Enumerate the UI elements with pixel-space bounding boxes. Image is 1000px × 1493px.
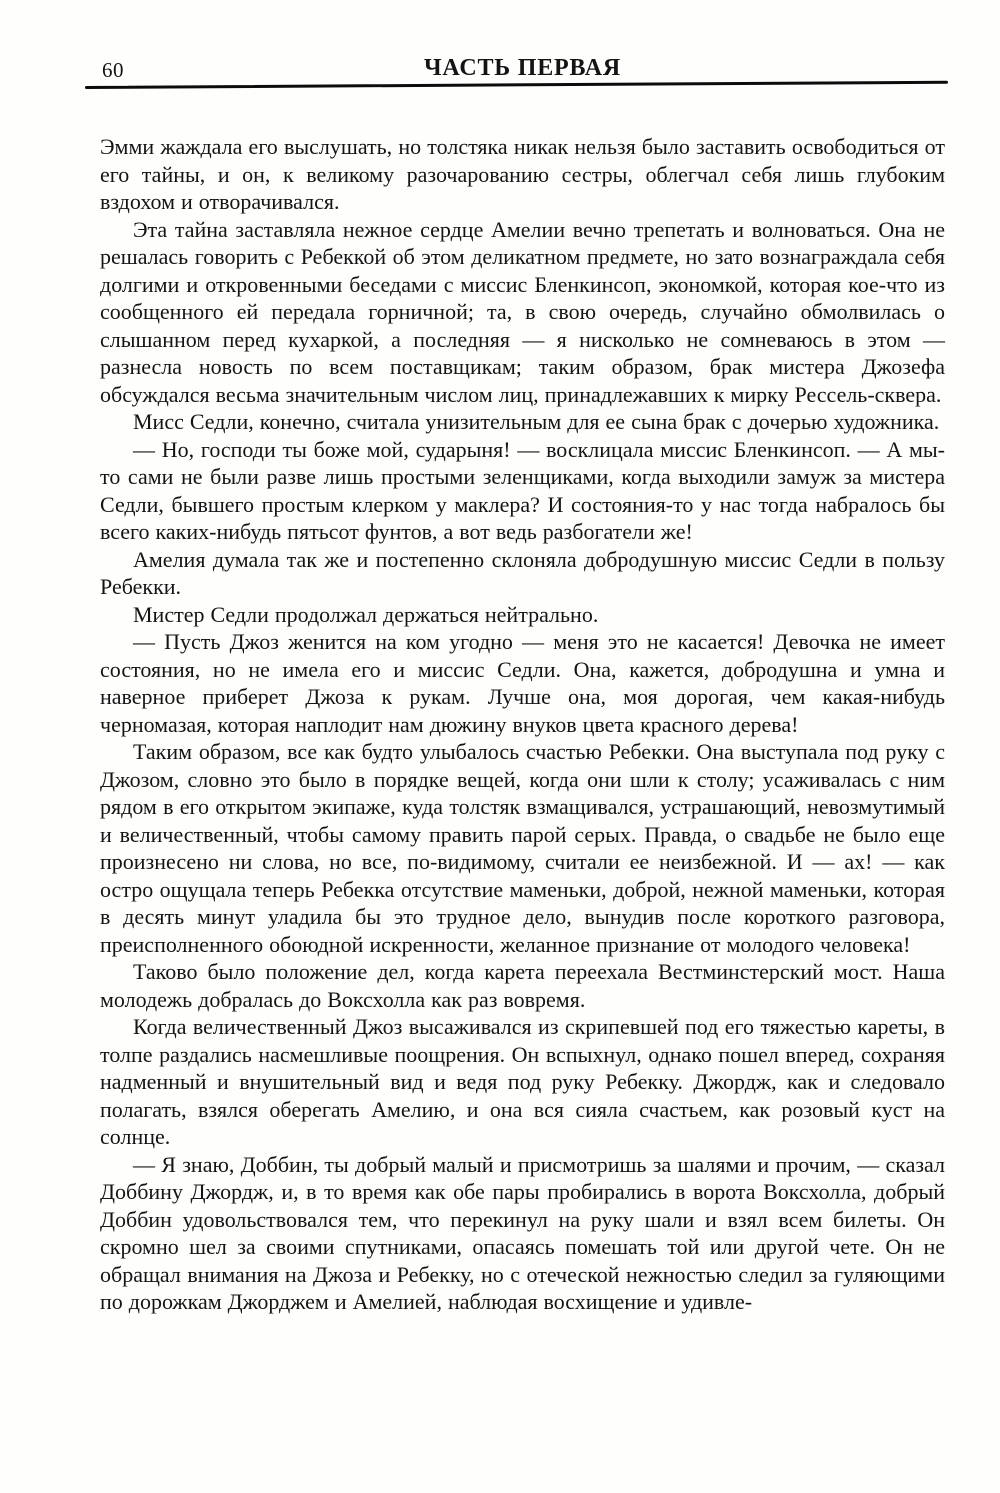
paragraph: — Пусть Джоз женится на ком угодно — меня это не касается! Девочка не имеет состояния, но не имела его и миссис Седли. Она, кажется, добродушна и умна и наверное приберет Джоза к рукам. Лучше она, моя дорогая, чем какая-нибудь черномазая, которая наплодит нам дюжину внуков цвета красного дерева! bbox=[100, 629, 945, 737]
paragraph: Таким образом, все как будто улыбалось счастью Ребекки. Она выступала под руку с Джозом, словно это было в порядке вещей, когда они шли к столу; усаживалась с ним рядом в его открытом экипаже, куда толстяк взмащивался, устрашающий, невозмутимый и величественный, чтобы самому править парой серых. Правда, о свадьбе не было еще произнесено ни слова, но все, по-видимому, считали ее неизбежной. И — ах! — как остро ощущала теперь Ребекка отсутствие маменьки, доброй, нежной маменьки, которая в десять минут уладила бы это трудное дело, вынудив после короткого разговора, преисполненного обоюдной искренности, желанное признание от молодого человека! bbox=[100, 739, 945, 957]
paragraph: Мисс Седли, конечно, считала унизительным для ее сына брак с дочерью художника. bbox=[133, 409, 940, 434]
paragraph: Эта тайна заставляла нежное сердце Амелии вечно трепетать и волноваться. Она не решалась говорить с Ребеккой об этом деликатном предмете, но зато вознаграждала себя долгими и откровенными беседами с миссис Бленкинсоп, экономкой, которая кое-что из сообщенного ей передала горничной; та, в свою очередь, случайно обмолвилась о слышанном перед кухаркой, а последняя — я нисколько не сомневаюсь в этом — разнесла новость по всем поставщикам; таким образом, брак мистера Джозефа обсуждался весьма значительным числом лиц, принадлежавших к мирку Рессель-сквера. bbox=[100, 216, 945, 407]
paragraph: Эмми жаждала его выслушать, но толстяка никак нельзя было заставить освободиться от его тайны, и он, к великому разочарованию сестры, облегчал себя лишь глубоким вздохом и отворачивался. bbox=[100, 134, 945, 214]
page-number: 60 bbox=[102, 58, 124, 82]
paragraph: — Я знаю, Доббин, ты добрый малый и присмотришь за шалями и прочим, — сказал Доббину Джордж, и, в то время как обе пары пробирались в ворота Воксхолла, добрый Доббин удовольствовался тем, что перекинул на руку шали и взял всем билеты. Он скромно шел за своими спутниками, опасаясь помешать той или другой чете. Он не обращал внимания на Джоза и Ребекку, но с отеческой нежностью следил за гуляющими по дорожкам Джорджем и Амелией, наблюдая восхищение и удивле- bbox=[100, 1151, 945, 1314]
paragraph: Амелия думала так же и постепенно склоняла добродушную миссис Седли в пользу Ребекки. bbox=[100, 546, 945, 599]
paragraph: Таково было положение дел, когда карета переехала Вестминстерский мост. Наша молодежь добралась до Воксхолла как раз вовремя. bbox=[100, 959, 945, 1012]
page-body bbox=[100, 133, 945, 1316]
part-title: ЧАСТЬ ПЕРВАЯ bbox=[423, 55, 622, 81]
paragraph: Когда величественный Джоз высаживался из скрипевшей под его тяжестью кареты, в толпе раздались насмешливые поощрения. Он вспыхнул, однако пошел вперед, сохраняя надменный и внушительный вид и ведя под руку Ребекку. Джордж, как и следовало полагать, взялся оберегать Амелию, и она вся сияла счастьем, как розовый куст на солнце. bbox=[100, 1014, 945, 1149]
paragraph: — Но, господи ты боже мой, сударыня! — восклицала миссис Бленкинсоп. — А мы-то сами не были разве лишь простыми зеленщиками, когда выходили замуж за мистера Седли, бывшего простым клерком у маклера? И состояния-то у нас тогда набралось бы всего каких-нибудь пятьсот фунтов, а вот ведь разбогатели же! bbox=[100, 436, 945, 544]
paragraph: Мистер Седли продолжал держаться нейтрально. bbox=[133, 601, 599, 627]
